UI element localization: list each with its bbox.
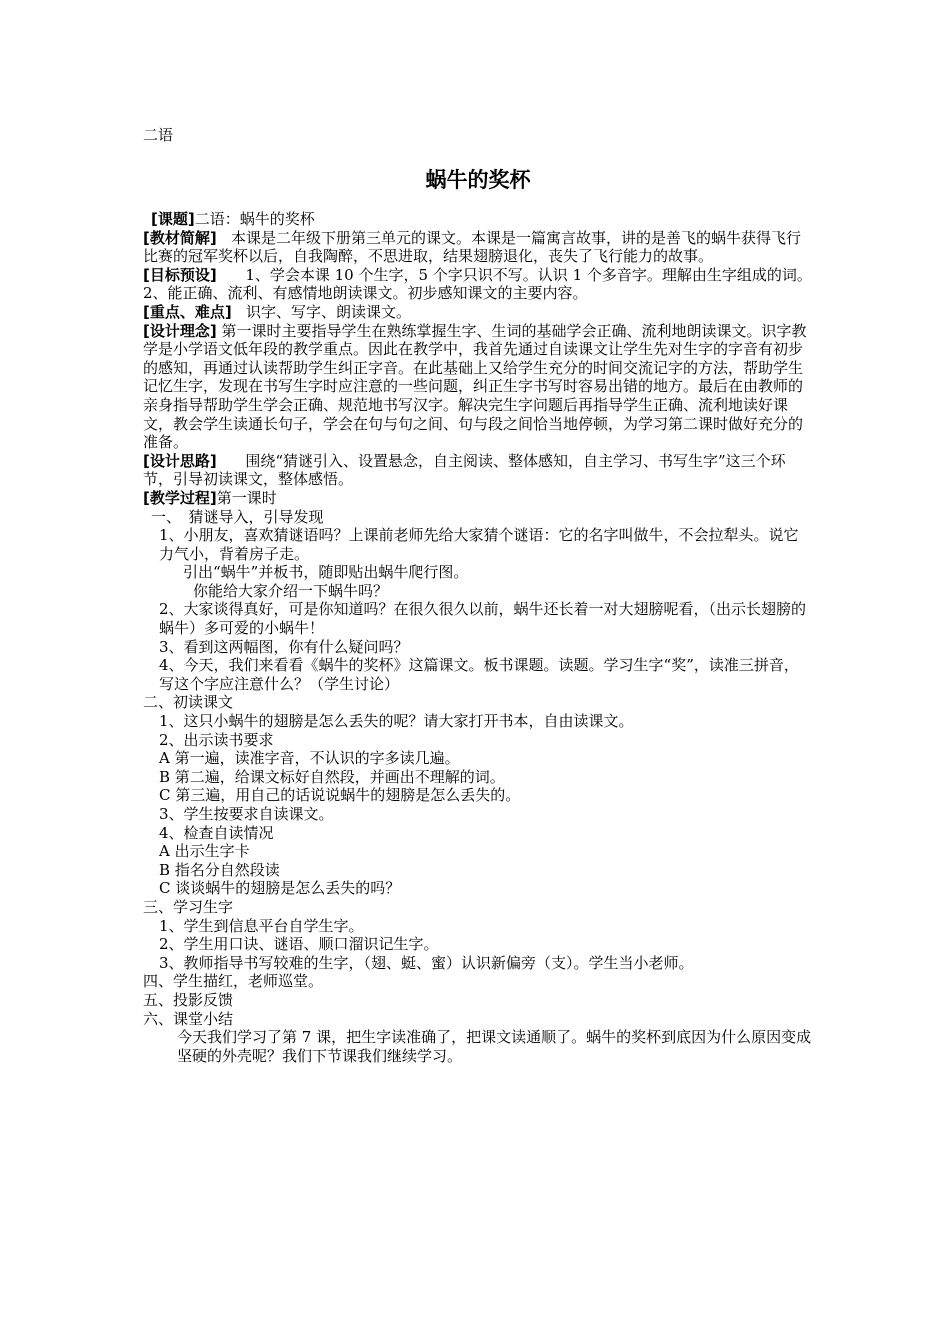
section-zhongdian — [143, 303, 813, 322]
text-linian: 第一课时主要指导学生在熟练掌握生字、生词的基础学会正确、流利地朗读课文。识字教学是小学语文低年段的教学重点。因此在教学中，我首先通过自读课文让学生先对生字的字音有初步的感知，再通过认读帮助学生纠正字音。在此基础上又给学生充分的时间交流记字的方法，帮助学生记忆生字，发现在书写生字时应注意的一些问题，纠正生字书写时容易出错的地方。最后在由教师的亲身指导帮助学生学会正确、规范地书写汉字。解决完生字问题后再指导学生正确、流利地读好课文，教会学生读通长句子，学会在句与句之间、句与段之间恰当地停顿，为学习第二课时做好充分的准备。 — [143, 321, 807, 452]
label-jiaocai: [教材简解] — [143, 228, 217, 247]
process-line-15: 4、检查自读情况 — [159, 823, 274, 842]
label-linian: [设计理念] — [143, 321, 217, 340]
section-silu — [143, 452, 813, 489]
text-zhongdian: 识字、写字、朗读课文。 — [246, 302, 412, 321]
process-line-8: 二、初读课文 — [143, 693, 234, 712]
label-silu: [设计思路] — [143, 451, 217, 470]
process-line-26: 今天我们学习了第 7 课，把生字读准确了，把课文读通顺了。蜗牛的奖杯到底因为什么原因变成坚硬的外壳呢？我们下节课我们继续学习。 — [177, 1028, 812, 1065]
process-line-5: 2、大家谈得真好，可是你知道吗？在很久很久以前，蜗牛还长着一对大翅膀呢看，（出示长翅膀的蜗牛）多可爱的小蜗牛！ — [159, 600, 807, 638]
process-line-4: 你能给大家介绍一下蜗牛吗？ — [193, 581, 389, 600]
process-line-2: 1、小朋友，喜欢猜谜语吗？上课前老师先给大家猜个谜语：它的名字叫做牛，不会拉犁头。说它力气小，背着房子走。 — [159, 526, 799, 563]
text-guocheng: 第一课时 — [216, 488, 277, 507]
lesson-plan — [143, 210, 813, 1065]
label-mubiao: [目标预设] — [143, 265, 217, 284]
text-silu: 围绕“猜谜引入、设置悬念，自主阅读、整体感知，自主学习、书写生字”这三个环节，引导初读课文，整体感悟。 — [143, 451, 786, 489]
process-line-23: 四、学生描红，老师巡堂。 — [143, 972, 324, 991]
section-guocheng — [143, 489, 813, 508]
section-mubiao — [143, 266, 813, 303]
process-line-14: 3、学生按要求自读课文。 — [159, 805, 334, 823]
label-keti: [课题] — [151, 210, 195, 228]
process-line-6: 3、看到这两幅图，你有什么疑问吗？ — [159, 637, 409, 656]
process-line-19: 三、学习生字 — [143, 897, 234, 916]
label-guocheng: [教学过程] — [143, 488, 217, 507]
text-jiaocai: 本课是二年级下册第三单元的课文。本课是一篇寓言故事，讲的是善飞的蜗牛获得飞行比赛的冠军奖杯以后，自我陶醉，不思进取，结果翅膀退化，丧失了飞行能力的故事。 — [143, 228, 802, 266]
text-keti: 二语：蜗牛的奖杯 — [194, 210, 315, 228]
process-line-21: 2、学生用口诀、谜语、顺口溜识记生字。 — [159, 935, 439, 954]
text-mubiao: 1、学会本课 10 个生字，5 个字只识不写。认识 1 个多音字。理解由生字组成的词。2、能正确、流利、有感情地朗读课文。初步感知课文的主要内容。 — [143, 265, 812, 303]
page-title: 蜗牛的奖杯 — [425, 168, 531, 192]
process-line-7: 4、今天，我们来看看《蜗牛的奖杯》这篇课文。板书课题。读题。学习生字“奖”，读准三拼音，写这个字应注意什么？（学生讨论） — [159, 656, 799, 693]
process-line-3: 引出“蜗牛”并板书，随即贴出蜗牛爬行图。 — [183, 563, 469, 582]
process-line-1: 一、 猜谜导入，引导发现 — [151, 507, 324, 526]
process-line-22: 3、教师指导书写较难的生字，（翅、蜓、蜜）认识新偏旁（支）。学生当小老师。 — [159, 953, 694, 972]
process-line-12: B 第二遍，给课文标好自然段，并画出不理解的词。 — [159, 767, 505, 786]
process-line-11: A 第一遍，读准字音，不认识的字多读几遍。 — [159, 749, 460, 768]
section-jiaocai — [143, 229, 813, 266]
process-line-9: 1、这只小蜗牛的翅膀是怎么丢失的呢？请大家打开书本，自由读课文。 — [159, 712, 634, 731]
process-line-24: 五、投影反馈 — [143, 990, 234, 1009]
section-linian — [143, 322, 813, 452]
process-line-17: B 指名分自然段读 — [159, 860, 280, 879]
page-header: 二语 — [143, 126, 174, 144]
process-line-10: 2、出示读书要求 — [159, 730, 274, 749]
section-keti — [143, 210, 813, 229]
process-line-13: C 第三遍，用自己的话说说蜗牛的翅膀是怎么丢失的。 — [159, 786, 521, 805]
label-zhongdian: [重点、难点] — [143, 302, 232, 321]
process-line-20: 1、学生到信息平台自学生字。 — [159, 916, 364, 935]
process-line-16: A 出示生字卡 — [159, 842, 250, 861]
process-line-25: 六、课堂小结 — [143, 1009, 234, 1028]
process-line-18: C 谈谈蜗牛的翅膀是怎么丢失的吗？ — [159, 879, 401, 898]
